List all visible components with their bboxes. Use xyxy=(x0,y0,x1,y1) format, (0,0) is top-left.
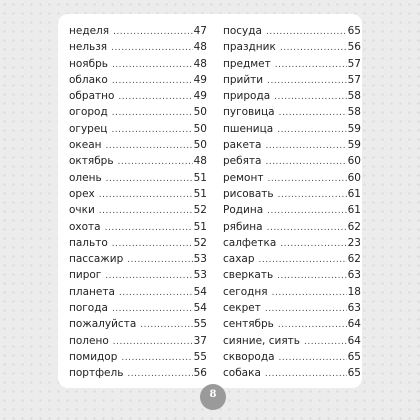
index-entry xyxy=(69,202,207,218)
index-entry xyxy=(223,56,361,72)
index-entry xyxy=(69,56,207,72)
entry-page: 64 xyxy=(347,334,361,347)
index-entry xyxy=(223,137,361,153)
dot-leader xyxy=(140,317,192,333)
page-number-badge: 8 xyxy=(200,384,226,410)
dot-leader xyxy=(279,350,347,366)
entry-page: 59 xyxy=(347,122,361,135)
dot-leader xyxy=(275,57,347,73)
index-entry xyxy=(69,300,207,316)
dot-leader xyxy=(267,203,346,219)
entry-word: салфетка xyxy=(223,236,277,249)
dot-leader xyxy=(127,366,192,382)
entry-page: 60 xyxy=(347,171,361,184)
entry-word: пшеница xyxy=(223,122,274,135)
entry-page: 54 xyxy=(193,302,207,315)
entry-page: 62 xyxy=(347,253,361,266)
entry-word: обратно xyxy=(69,90,115,103)
entry-page: 49 xyxy=(193,90,207,103)
dot-leader xyxy=(112,105,193,121)
entry-word: собака xyxy=(223,367,261,380)
dot-leader xyxy=(112,301,193,317)
dot-leader xyxy=(280,236,346,252)
dot-leader xyxy=(113,24,193,40)
entry-word: посуда xyxy=(223,25,262,37)
index-entry xyxy=(69,72,207,88)
entry-page: 65 xyxy=(347,367,361,380)
dot-leader xyxy=(278,187,347,203)
entry-word: огород xyxy=(69,106,108,119)
dot-leader xyxy=(121,350,192,366)
index-entry xyxy=(223,153,361,169)
dot-leader xyxy=(112,57,193,73)
entry-word: неделя xyxy=(69,25,110,37)
entry-word: пальто xyxy=(69,236,108,249)
dot-leader xyxy=(304,334,347,350)
entry-page: 51 xyxy=(193,220,207,233)
dot-leader xyxy=(267,73,347,89)
index-entry xyxy=(223,219,361,235)
index-entry xyxy=(69,170,207,186)
entry-word: ремонт xyxy=(223,171,264,184)
entry-page: 54 xyxy=(193,285,207,298)
entry-page: 56 xyxy=(193,367,207,380)
entry-word: сверкать xyxy=(223,269,274,282)
dot-leader xyxy=(119,285,193,301)
dot-leader xyxy=(105,268,192,284)
entry-page: 56 xyxy=(347,41,361,54)
index-entry xyxy=(223,39,361,55)
dot-leader xyxy=(259,252,347,268)
entry-word: огурец xyxy=(69,122,108,135)
index-entry xyxy=(223,251,361,267)
dot-leader xyxy=(279,105,347,121)
entry-word: океан xyxy=(69,139,102,152)
index-entry xyxy=(69,316,207,332)
entry-word: октябрь xyxy=(69,155,114,168)
index-entry xyxy=(69,365,207,381)
entry-word: праздник xyxy=(223,41,276,54)
entry-page: 57 xyxy=(347,57,361,70)
index-entry xyxy=(223,300,361,316)
entry-page: 52 xyxy=(193,204,207,217)
dot-leader xyxy=(277,268,346,284)
dot-leader xyxy=(113,334,193,350)
index-entry xyxy=(69,137,207,153)
index-entry xyxy=(223,104,361,120)
index-entry xyxy=(223,186,361,202)
entry-word: очки xyxy=(69,204,95,217)
entry-page: 51 xyxy=(193,171,207,184)
dot-leader xyxy=(272,285,347,301)
index-entry xyxy=(69,88,207,104)
index-entry xyxy=(223,72,361,88)
entry-page: 48 xyxy=(193,155,207,168)
entry-word: рябина xyxy=(223,220,263,233)
index-entry xyxy=(223,235,361,251)
entry-page: 63 xyxy=(347,302,361,315)
index-entry xyxy=(223,267,361,283)
entry-page: 63 xyxy=(347,269,361,282)
dot-leader xyxy=(265,366,347,382)
entry-word: погода xyxy=(69,302,108,315)
entry-page: 65 xyxy=(347,25,361,37)
index-entry xyxy=(69,349,207,365)
index-entry xyxy=(223,316,361,332)
index-entry xyxy=(223,23,361,39)
entry-page: 64 xyxy=(347,318,361,331)
index-entry xyxy=(69,284,207,300)
index-entry xyxy=(69,153,207,169)
entry-page: 58 xyxy=(347,106,361,119)
entry-word: сахар xyxy=(223,253,255,266)
entry-page: 53 xyxy=(193,253,207,266)
dot-leader xyxy=(267,171,346,187)
dot-leader xyxy=(277,122,346,138)
index-entry xyxy=(69,219,207,235)
dot-leader xyxy=(265,301,347,317)
entry-word: пассажир xyxy=(69,253,124,266)
entry-page: 52 xyxy=(193,236,207,249)
entry-page: 61 xyxy=(347,187,361,200)
index-entry xyxy=(69,235,207,251)
index-entry xyxy=(223,365,361,381)
index-column-right xyxy=(223,23,361,382)
entry-word: сентябрь xyxy=(223,318,274,331)
index-entry xyxy=(223,121,361,137)
index-column-left xyxy=(69,23,207,382)
entry-word: сияние, сиять xyxy=(223,334,300,347)
dot-leader xyxy=(266,24,347,40)
entry-word: прийти xyxy=(223,73,264,86)
index-entry xyxy=(69,186,207,202)
index-entry xyxy=(223,202,361,218)
dot-leader xyxy=(274,89,346,105)
entry-page: 61 xyxy=(347,204,361,217)
entry-word: олень xyxy=(69,171,102,184)
dot-leader xyxy=(99,203,193,219)
entry-page: 53 xyxy=(193,269,207,282)
entry-page: 23 xyxy=(347,236,361,249)
entry-page: 59 xyxy=(347,139,361,152)
entry-page: 48 xyxy=(193,57,207,70)
entry-page: 51 xyxy=(193,187,207,200)
entry-word: охота xyxy=(69,220,101,233)
entry-word: Родина xyxy=(223,204,264,217)
index-entry xyxy=(69,267,207,283)
dot-leader xyxy=(105,220,193,236)
entry-page: 65 xyxy=(347,350,361,363)
entry-word: природа xyxy=(223,90,271,103)
entry-page: 50 xyxy=(193,139,207,152)
dot-leader xyxy=(127,252,192,268)
dot-leader xyxy=(267,220,347,236)
entry-word: секрет xyxy=(223,302,261,315)
entry-page: 47 xyxy=(193,25,207,37)
dot-leader xyxy=(112,236,193,252)
index-entry xyxy=(69,251,207,267)
index-entry xyxy=(69,121,207,137)
dot-leader xyxy=(111,122,192,138)
entry-page: 50 xyxy=(193,122,207,135)
entry-page: 37 xyxy=(193,334,207,347)
entry-page: 60 xyxy=(347,155,361,168)
dot-leader xyxy=(112,73,193,89)
dot-leader xyxy=(106,138,193,154)
entry-word: пожалуйста xyxy=(69,318,137,331)
dot-leader xyxy=(278,317,347,333)
entry-word: ракета xyxy=(223,139,262,152)
index-entry xyxy=(69,104,207,120)
dot-leader xyxy=(99,187,193,203)
entry-word: сегодня xyxy=(223,285,268,298)
dot-leader xyxy=(280,40,347,56)
entry-word: рисовать xyxy=(223,187,274,200)
entry-word: помидор xyxy=(69,350,118,363)
entry-word: скворода xyxy=(223,350,275,363)
dot-leader xyxy=(106,171,193,187)
dot-leader xyxy=(265,138,346,154)
index-entry xyxy=(223,284,361,300)
dot-leader xyxy=(118,154,193,170)
entry-page: 18 xyxy=(347,285,361,298)
index-entry xyxy=(223,333,361,349)
entry-word: предмет xyxy=(223,57,271,70)
entry-word: полено xyxy=(69,334,109,347)
dot-leader xyxy=(265,154,346,170)
entry-page: 58 xyxy=(347,90,361,103)
dot-leader xyxy=(111,40,193,56)
entry-page: 55 xyxy=(193,318,207,331)
index-entry xyxy=(69,23,207,39)
entry-word: пуговица xyxy=(223,106,275,119)
page-card xyxy=(58,14,362,388)
entry-word: пирог xyxy=(69,269,102,282)
entry-word: планета xyxy=(69,285,115,298)
entry-page: 62 xyxy=(347,220,361,233)
index-entry xyxy=(223,349,361,365)
entry-page: 50 xyxy=(193,106,207,119)
entry-page: 57 xyxy=(347,73,361,86)
entry-word: портфель xyxy=(69,367,124,380)
entry-word: ребята xyxy=(223,155,262,168)
index-entry xyxy=(69,39,207,55)
index-entry xyxy=(223,88,361,104)
entry-page: 49 xyxy=(193,73,207,86)
dot-leader xyxy=(118,89,192,105)
entry-word: нельзя xyxy=(69,41,108,54)
index-entry xyxy=(69,333,207,349)
index-entry xyxy=(223,170,361,186)
entry-word: облако xyxy=(69,73,108,86)
entry-page: 48 xyxy=(193,41,207,54)
entry-word: орех xyxy=(69,187,95,200)
entry-word: ноябрь xyxy=(69,57,108,70)
entry-page: 55 xyxy=(193,350,207,363)
